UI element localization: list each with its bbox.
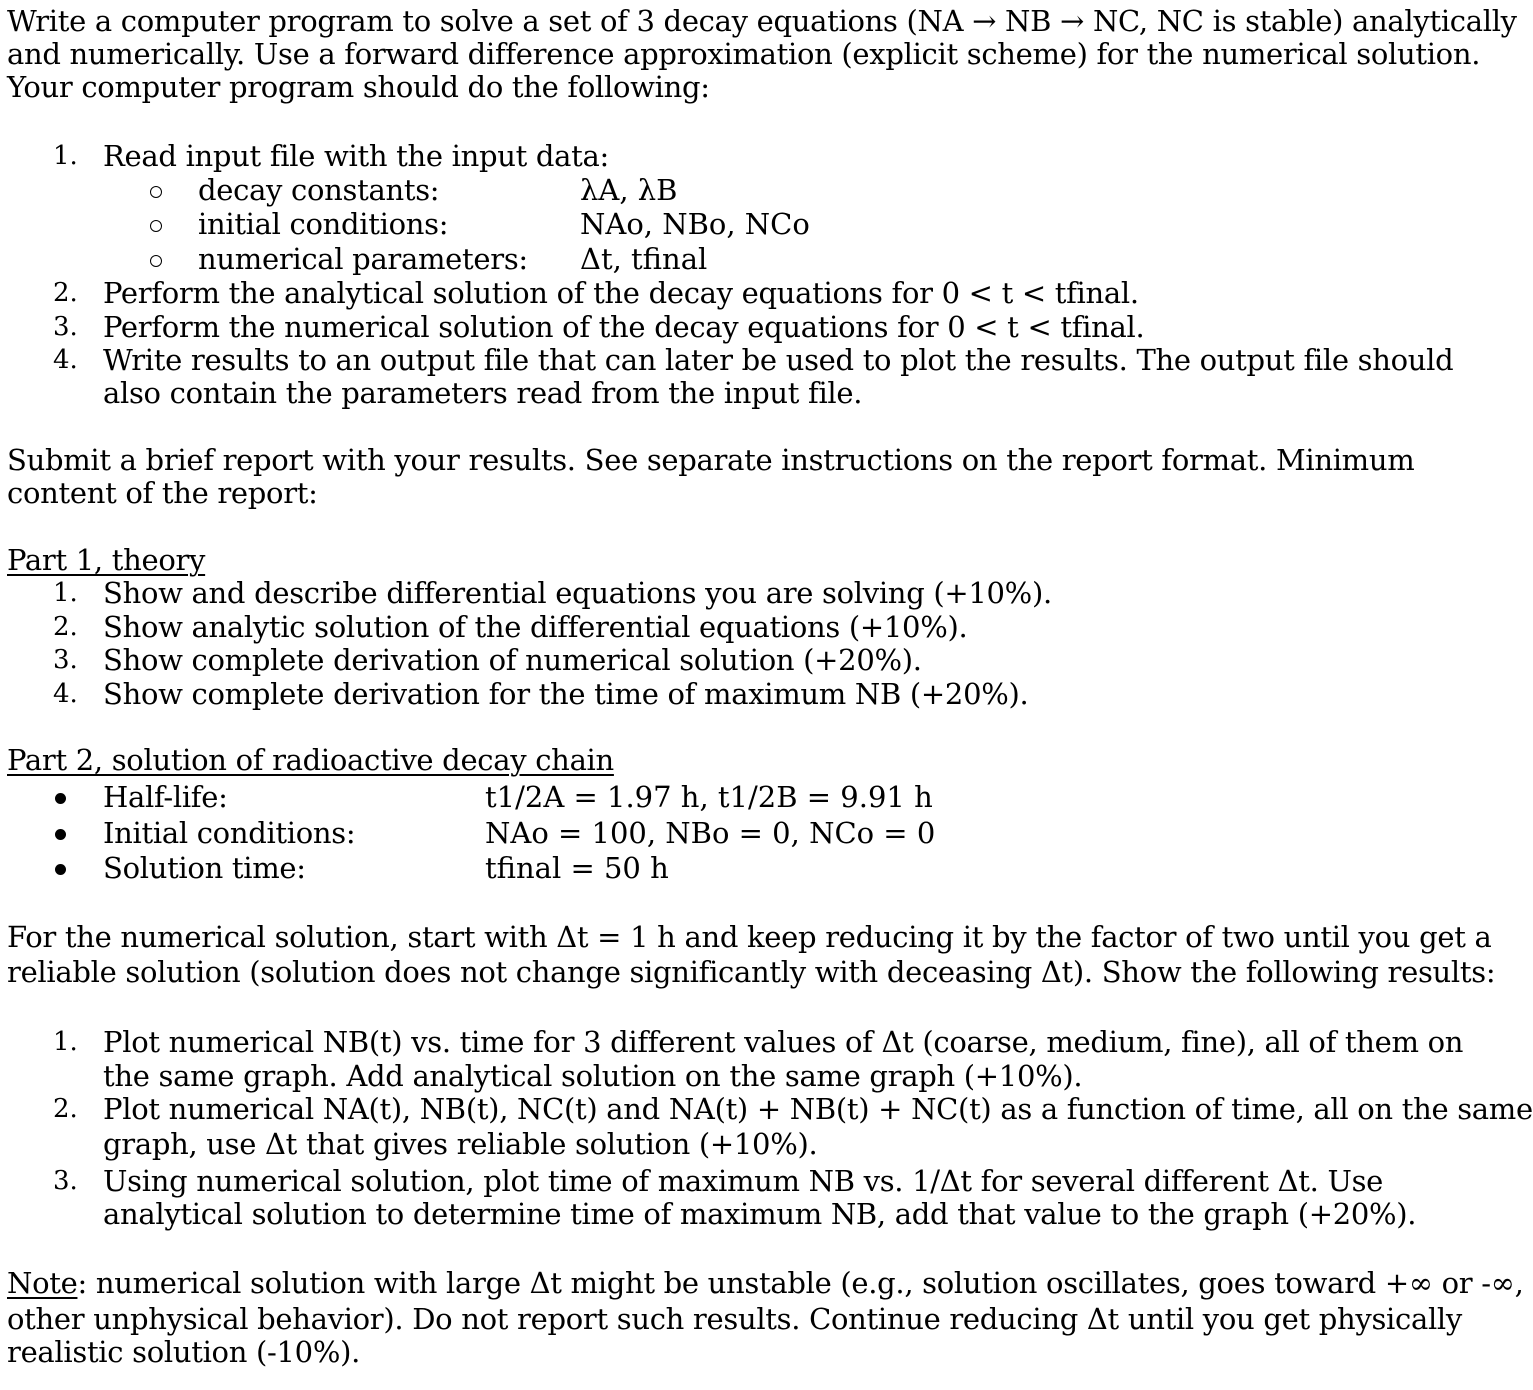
- input-item-label: decay constants:: [198, 173, 440, 207]
- step-number: 3.: [53, 312, 78, 342]
- step-number: 1.: [53, 141, 78, 171]
- part1-item-number: 2.: [53, 612, 78, 642]
- bullet-icon: [55, 781, 66, 814]
- step-number: 4.: [53, 345, 78, 375]
- note-line-2: other unphysical behavior). Do not report such results. Continue reducing Δt until you get physically: [7, 1302, 1462, 1336]
- part1-item-text: Show and describe differential equations you are solving (+10%).: [103, 576, 1052, 610]
- part2-item-label: Solution time:: [103, 851, 306, 885]
- intro-line-1: Write a computer program to solve a set of 3 decay equations (NA → NB → NC, NC is stable) analytically: [7, 4, 1517, 38]
- step-text-cont: also contain the parameters read from the input file.: [103, 376, 863, 410]
- input-item-label: initial conditions:: [198, 207, 449, 241]
- step-text: Read input file with the input data:: [103, 139, 609, 173]
- part1-item-number: 3.: [53, 645, 78, 675]
- circle-bullet-icon: [150, 208, 162, 241]
- part1-item-text: Show analytic solution of the differential equations (+10%).: [103, 610, 968, 644]
- note-line-3: realistic solution (-10%).: [7, 1335, 361, 1369]
- intro-line-2: and numerically. Use a forward difference approximation (explicit scheme) for the numerical solution.: [7, 37, 1481, 71]
- report-intro-line-2: content of the report:: [7, 476, 318, 510]
- part2-item-label: Half-life:: [103, 780, 228, 814]
- step-text: Perform the analytical solution of the decay equations for 0 < t < tfinal.: [103, 276, 1139, 310]
- result-text-cont: the same graph. Add analytical solution on the same graph (+10%).: [103, 1059, 1083, 1093]
- result-text: Using numerical solution, plot time of maximum NB vs. 1/Δt for several different Δt. Use: [103, 1164, 1384, 1198]
- result-number: 1.: [53, 1027, 78, 1057]
- bullet-icon: [55, 852, 66, 885]
- part1-item-text: Show complete derivation of numerical solution (+20%).: [103, 643, 922, 677]
- circle-bullet-icon: [150, 243, 162, 276]
- part1-heading: Part 1, theory: [7, 543, 206, 577]
- result-text-cont: analytical solution to determine time of maximum NB, add that value to the graph (+20%).: [103, 1197, 1417, 1231]
- intro-line-3: Your computer program should do the following:: [7, 70, 710, 104]
- result-text: Plot numerical NB(t) vs. time for 3 different values of Δt (coarse, medium, fine), all of them on: [103, 1025, 1464, 1059]
- input-item-label: numerical parameters:: [198, 242, 528, 276]
- part1-item-number: 1.: [53, 578, 78, 608]
- bullet-icon: [55, 817, 66, 850]
- part2-item-value: NAo = 100, NBo = 0, NCo = 0: [485, 816, 936, 850]
- part2-heading: Part 2, solution of radioactive decay chain: [7, 743, 614, 777]
- numerical-intro-line-1: For the numerical solution, start with Δt = 1 h and keep reducing it by the factor of two until you get a: [7, 920, 1492, 954]
- input-item-value: NAo, NBo, NCo: [580, 207, 810, 241]
- report-intro-line-1: Submit a brief report with your results. See separate instructions on the report format. Minimum: [7, 443, 1415, 477]
- part1-item-text: Show complete derivation for the time of maximum NB (+20%).: [103, 677, 1029, 711]
- note-label: Note: [7, 1266, 78, 1300]
- result-text: Plot numerical NA(t), NB(t), NC(t) and NA(t) + NB(t) + NC(t) as a function of time, all on the same: [103, 1092, 1533, 1126]
- result-text-cont: graph, use Δt that gives reliable solution (+10%).: [103, 1127, 818, 1161]
- step-number: 2.: [53, 278, 78, 308]
- note-line-1: [7, 1267, 1524, 1300]
- part2-item-value: t1/2A = 1.97 h, t1/2B = 9.91 h: [485, 780, 933, 814]
- numerical-intro-line-2: reliable solution (solution does not change significantly with deceasing Δt). Show the following results:: [7, 955, 1496, 989]
- step-text: Write results to an output file that can later be used to plot the results. The output file should: [103, 343, 1454, 377]
- note-text: : numerical solution with large Δt might be unstable (e.g., solution oscillates, goes toward +∞ or -∞,: [77, 1266, 1524, 1300]
- part1-item-number: 4.: [53, 679, 78, 709]
- input-item-value: λA, λB: [580, 173, 678, 207]
- step-text: Perform the numerical solution of the decay equations for 0 < t < tfinal.: [103, 310, 1145, 344]
- part2-item-value: tfinal = 50 h: [485, 851, 669, 885]
- input-item-value: Δt, tfinal: [580, 242, 708, 276]
- part2-item-label: Initial conditions:: [103, 816, 356, 850]
- result-number: 2.: [53, 1094, 78, 1124]
- result-number: 3.: [53, 1166, 78, 1196]
- circle-bullet-icon: [150, 174, 162, 207]
